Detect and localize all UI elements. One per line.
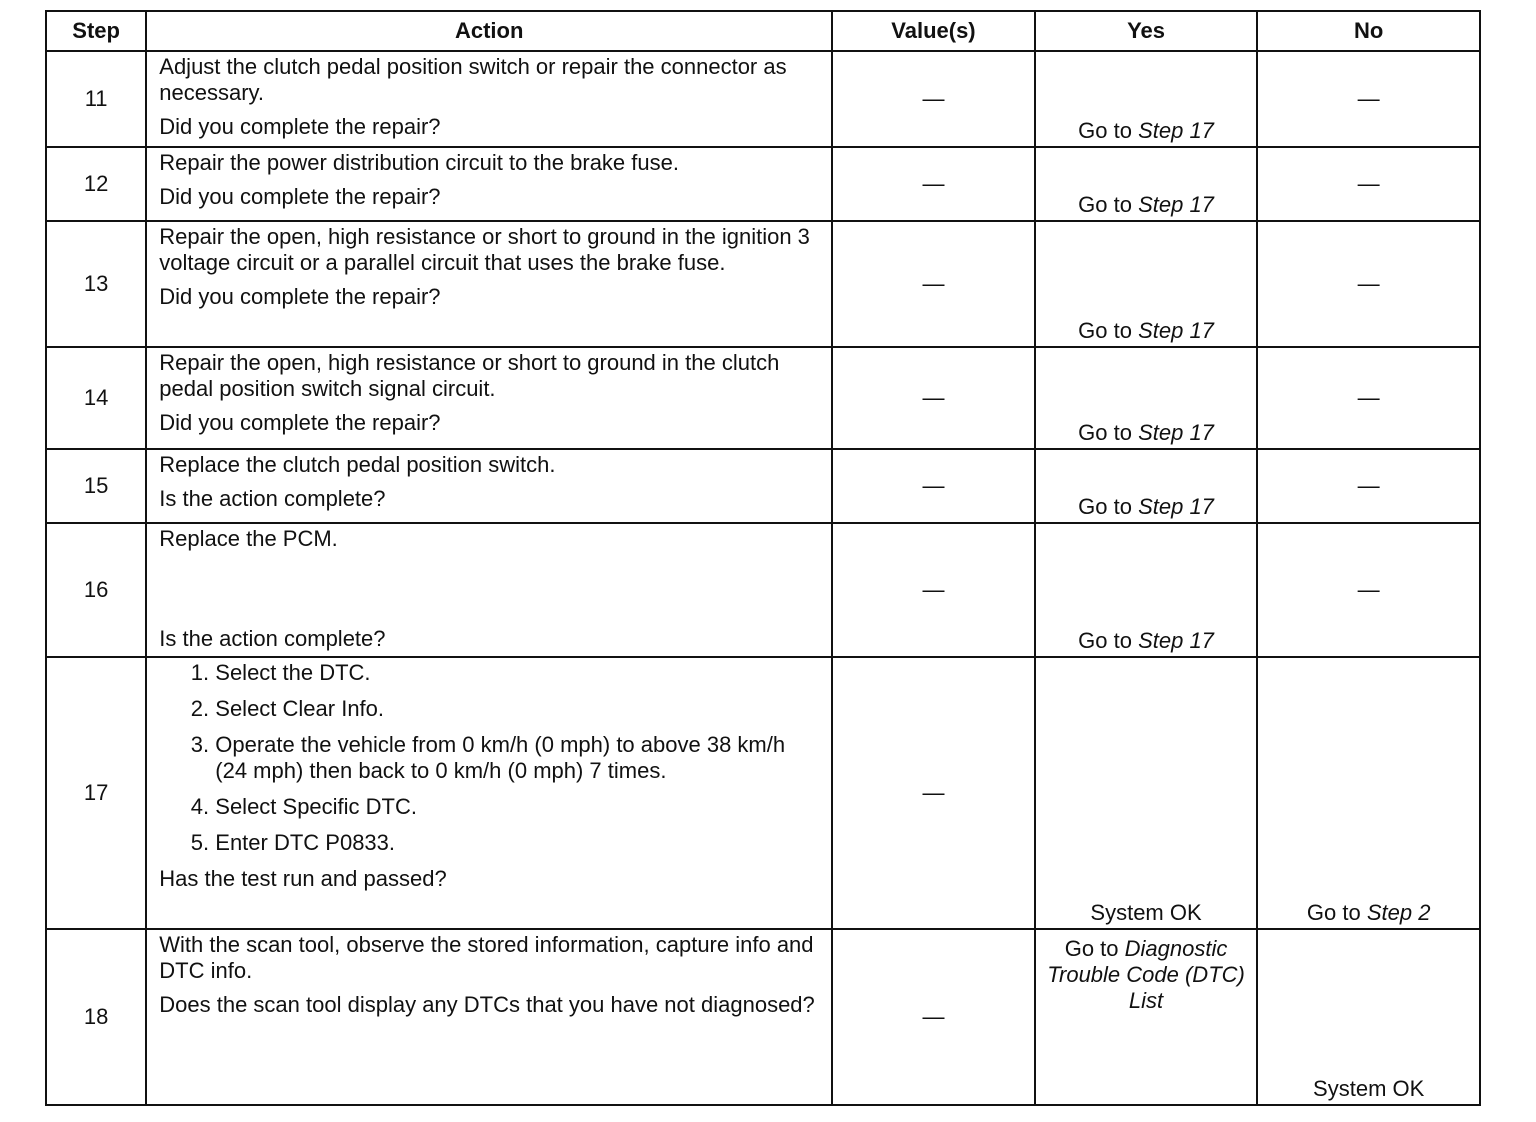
action-cell (146, 523, 832, 657)
value-cell: — (832, 221, 1035, 347)
yes-prefix: Go to (1078, 628, 1139, 653)
value-cell: — (832, 657, 1035, 929)
question-text: Is the action complete? (159, 626, 386, 651)
action-cell (146, 147, 832, 221)
list-item: 4. Select Specific DTC. (215, 794, 821, 820)
question-text: Does the scan tool display any DTCs that you have not diagnosed? (159, 992, 815, 1017)
question-text: Did you complete the repair? (159, 410, 441, 435)
procedure-list (159, 660, 821, 856)
no-cell (1257, 657, 1480, 929)
table-row-step-16 (46, 523, 1480, 657)
yes-step-link[interactable]: Step 17 (1138, 494, 1214, 519)
yes-cell (1035, 347, 1258, 449)
step-number: 12 (46, 147, 146, 221)
instruction-text: Repair the open, high resistance or short to ground in the ignition 3 voltage circuit or a parallel circuit that uses the brake fuse. (159, 224, 810, 275)
step-number: 15 (46, 449, 146, 523)
list-item: 2. Select Clear Info. (215, 696, 821, 722)
instruction-text: Replace the clutch pedal position switch. (159, 452, 556, 477)
yes-prefix: Go to (1078, 318, 1139, 343)
value-cell: — (832, 523, 1035, 657)
question-text: Did you complete the repair? (159, 184, 441, 209)
list-item: 5. Enter DTC P0833. (215, 830, 821, 856)
step-number: 18 (46, 929, 146, 1105)
value-cell: — (832, 347, 1035, 449)
step-number: 17 (46, 657, 146, 929)
no-cell: — (1257, 523, 1480, 657)
no-cell: — (1257, 147, 1480, 221)
yes-cell (1035, 929, 1258, 1105)
no-cell: — (1257, 221, 1480, 347)
yes-cell (1035, 147, 1258, 221)
header-row (46, 11, 1480, 51)
instruction-text: With the scan tool, observe the stored information, capture info and DTC info. (159, 932, 814, 983)
step-number: 16 (46, 523, 146, 657)
instruction-text: Replace the PCM. (159, 526, 338, 551)
instruction-text: Repair the open, high resistance or short to ground in the clutch pedal position switch signal circuit. (159, 350, 780, 401)
no-cell: System OK (1257, 929, 1480, 1105)
value-cell: — (832, 449, 1035, 523)
no-prefix: Go to (1306, 900, 1367, 925)
action-cell (146, 221, 832, 347)
value-cell: — (832, 51, 1035, 147)
question-text: Did you complete the repair? (159, 114, 441, 139)
yes-cell (1035, 523, 1258, 657)
instruction-text: Adjust the clutch pedal position switch or repair the connector as necessary. (159, 54, 787, 105)
list-item: 1. Select the DTC. (215, 660, 821, 686)
table-row-step-13 (46, 221, 1480, 347)
header-step: Step (46, 11, 146, 51)
action-cell (146, 347, 832, 449)
no-cell: — (1257, 347, 1480, 449)
yes-prefix: Go to (1078, 192, 1139, 217)
yes-cell (1035, 449, 1258, 523)
no-cell: — (1257, 51, 1480, 147)
yes-dtc-list-link[interactable]: Diagnostic Trouble Code (DTC) List (1047, 936, 1245, 1013)
action-cell (146, 449, 832, 523)
value-cell: — (832, 147, 1035, 221)
header-yes: Yes (1035, 11, 1258, 51)
step-number: 13 (46, 221, 146, 347)
yes-step-link[interactable]: Step 17 (1138, 192, 1214, 217)
question-text: Is the action complete? (159, 486, 386, 511)
action-cell (146, 929, 832, 1105)
yes-prefix: Go to (1064, 936, 1125, 961)
table-row-step-11 (46, 51, 1480, 147)
action-cell (146, 51, 832, 147)
yes-prefix: Go to (1078, 118, 1139, 143)
table-row-step-17 (46, 657, 1480, 929)
list-item: 3. Operate the vehicle from 0 km/h (0 mph) to above 38 km/h (24 mph) then back to 0 km/h (0 mph) 7 times. (215, 732, 815, 784)
yes-prefix: Go to (1078, 420, 1139, 445)
step-number: 11 (46, 51, 146, 147)
yes-step-link[interactable]: Step 17 (1138, 628, 1214, 653)
yes-cell (1035, 51, 1258, 147)
diagnostic-table (45, 10, 1481, 1106)
yes-step-link[interactable]: Step 17 (1138, 118, 1214, 143)
yes-step-link[interactable]: Step 17 (1138, 318, 1214, 343)
header-no: No (1257, 11, 1480, 51)
table-row-step-12 (46, 147, 1480, 221)
value-cell: — (832, 929, 1035, 1105)
no-cell: — (1257, 449, 1480, 523)
table-row-step-18 (46, 929, 1480, 1105)
action-cell (146, 657, 832, 929)
question-text: Has the test run and passed? (159, 866, 447, 891)
question-text: Did you complete the repair? (159, 284, 441, 309)
header-action: Action (146, 11, 832, 51)
diagnostic-table-container (45, 10, 1481, 1106)
no-step-link[interactable]: Step 2 (1366, 900, 1431, 925)
table-row-step-14 (46, 347, 1480, 449)
instruction-text: Repair the power distribution circuit to the brake fuse. (159, 150, 679, 175)
step-number: 14 (46, 347, 146, 449)
yes-prefix: Go to (1078, 494, 1139, 519)
yes-step-link[interactable]: Step 17 (1138, 420, 1214, 445)
yes-cell: System OK (1035, 657, 1258, 929)
header-values: Value(s) (832, 11, 1035, 51)
table-row-step-15 (46, 449, 1480, 523)
yes-cell (1035, 221, 1258, 347)
